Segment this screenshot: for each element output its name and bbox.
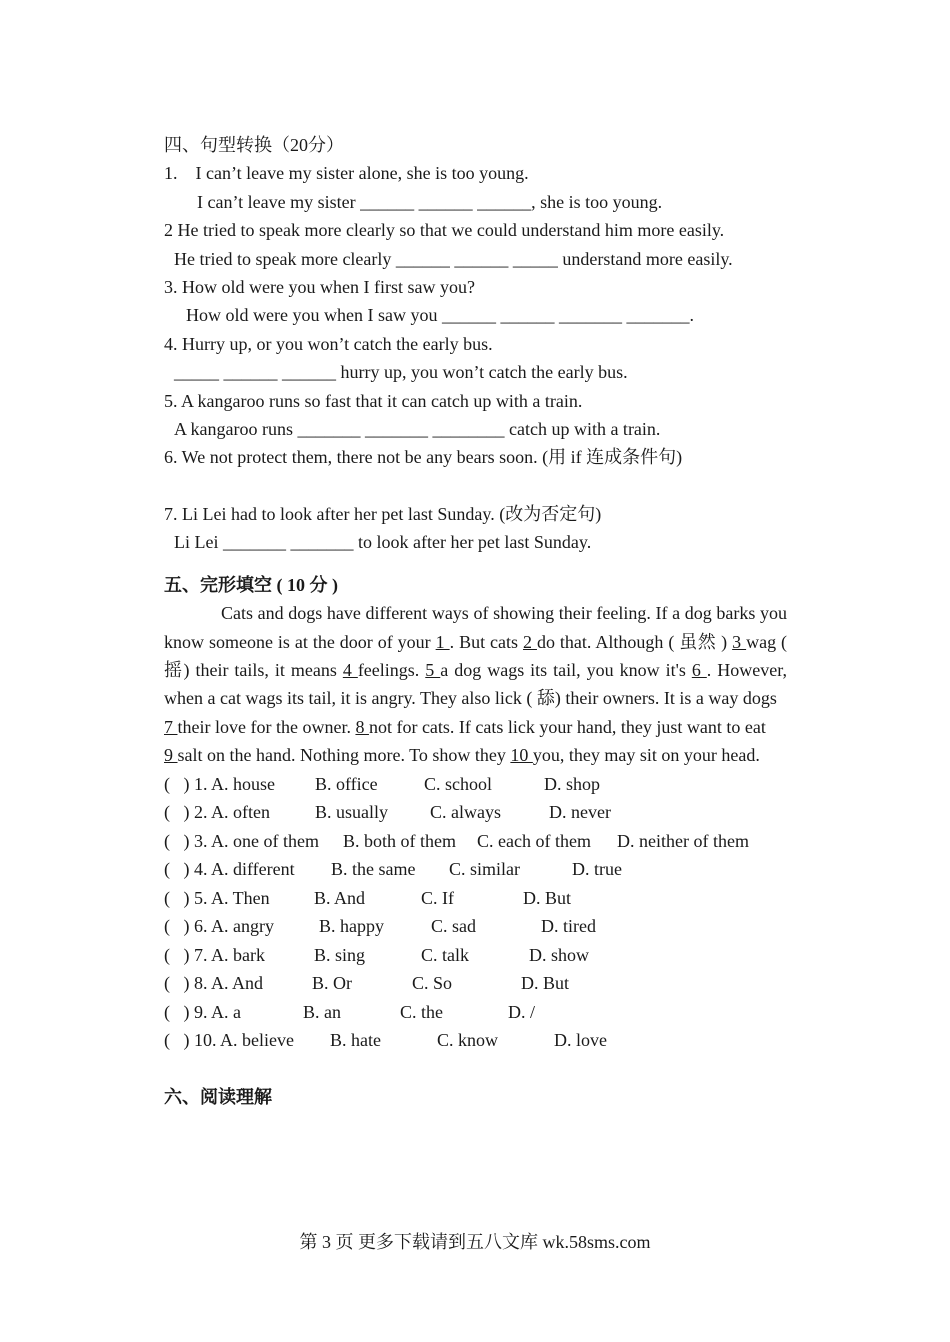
- option-row-8: ( ) 8. A. And B. Or C. So D. But: [164, 973, 570, 994]
- question-1: 1. I can’t leave my sister alone, she is too young.: [164, 163, 529, 184]
- answer-4: _____ ______ ______ hurry up, you won’t catch the early bus.: [174, 362, 628, 383]
- section-4-heading: 四、句型转换（20分）: [164, 135, 344, 155]
- cloze-passage: Cats and dogs have different ways of showing their feeling. If a dog barks you know someone is at the door of your 1 . But cats 2 do that. Although ( 虽然 ) 3 wag ( 摇) their tails, it means 4 feelings. 5 a dog wags its tail, you know it's 6 . However, when a cat wags its tail, it is angry. They also lick ( 舔) their owners. It is a way dogs 7 their love for the owner. 8 not for cats. If cats lick your hand, they just want to eat 9 salt on the hand. Nothing more. To show they 10 you, they may sit on your head.: [164, 603, 788, 766]
- blank-8: 8: [355, 716, 369, 737]
- answer-3: How old were you when I saw you ______ ______ _______ _______.: [186, 305, 694, 326]
- blank-10: 10: [510, 745, 533, 766]
- question-3: 3. How old were you when I first saw you?: [164, 276, 475, 297]
- answer-5: A kangaroo runs _______ _______ ________ catch up with a train.: [174, 418, 661, 439]
- blank-9: 9: [164, 745, 178, 766]
- option-row-1: ( ) 1. A. house B. office C. school D. shop: [164, 773, 601, 794]
- question-4: 4. Hurry up, or you won’t catch the early bus.: [164, 333, 493, 354]
- answer-7: Li Lei _______ _______ to look after her pet last Sunday.: [174, 532, 592, 553]
- page-footer: 第 3 页 更多下载请到五八文库 wk.58sms.com: [299, 1232, 651, 1252]
- option-row-9: ( ) 9. A. a B. an C. the D. /: [164, 1001, 535, 1022]
- option-row-2: ( ) 2. A. often B. usually C. always D. never: [164, 802, 611, 823]
- blank-5: 5: [425, 660, 441, 681]
- blank-3: 3: [732, 631, 747, 652]
- options-list: [164, 770, 787, 1055]
- question-5: 5. A kangaroo runs so fast that it can catch up with a train.: [164, 390, 583, 411]
- option-row-10: ( ) 10. A. believe B. hate C. know D. love: [164, 1030, 607, 1051]
- answer-space: [164, 472, 787, 500]
- blank-7: 7: [164, 716, 178, 737]
- document-page: [164, 131, 787, 1111]
- section-5-heading: 五、完形填空 ( 10 分 ): [164, 574, 338, 595]
- question-7: 7. Li Lei had to look after her pet last Sunday. (改为否定句): [164, 504, 602, 525]
- blank-4: 4: [342, 660, 358, 681]
- answer-1: I can’t leave my sister ______ ______ ______, she is too young.: [197, 191, 663, 212]
- question-6: 6. We not protect them, there not be any bears soon. (用 if 连成条件句): [164, 447, 683, 468]
- question-2: 2 He tried to speak more clearly so that we could understand him more easily.: [164, 220, 725, 241]
- option-row-5: ( ) 5. A. Then B. And C. If D. But: [164, 887, 572, 908]
- option-row-4: ( ) 4. A. different B. the same C. similar D. true: [164, 859, 622, 880]
- option-row-6: ( ) 6. A. angry B. happy C. sad D. tired: [164, 916, 596, 937]
- section-6-heading: 六、阅读理解: [164, 1086, 272, 1107]
- option-row-7: ( ) 7. A. bark B. sing C. talk D. show: [164, 944, 590, 965]
- blank-1: 1: [435, 631, 450, 652]
- answer-2: He tried to speak more clearly ______ ______ _____ understand more easily.: [174, 248, 733, 269]
- blank-6: 6: [691, 660, 707, 681]
- blank-2: 2: [522, 631, 537, 652]
- option-row-3: ( ) 3. A. one of them B. both of them C. each of them D. neither of them: [164, 830, 749, 851]
